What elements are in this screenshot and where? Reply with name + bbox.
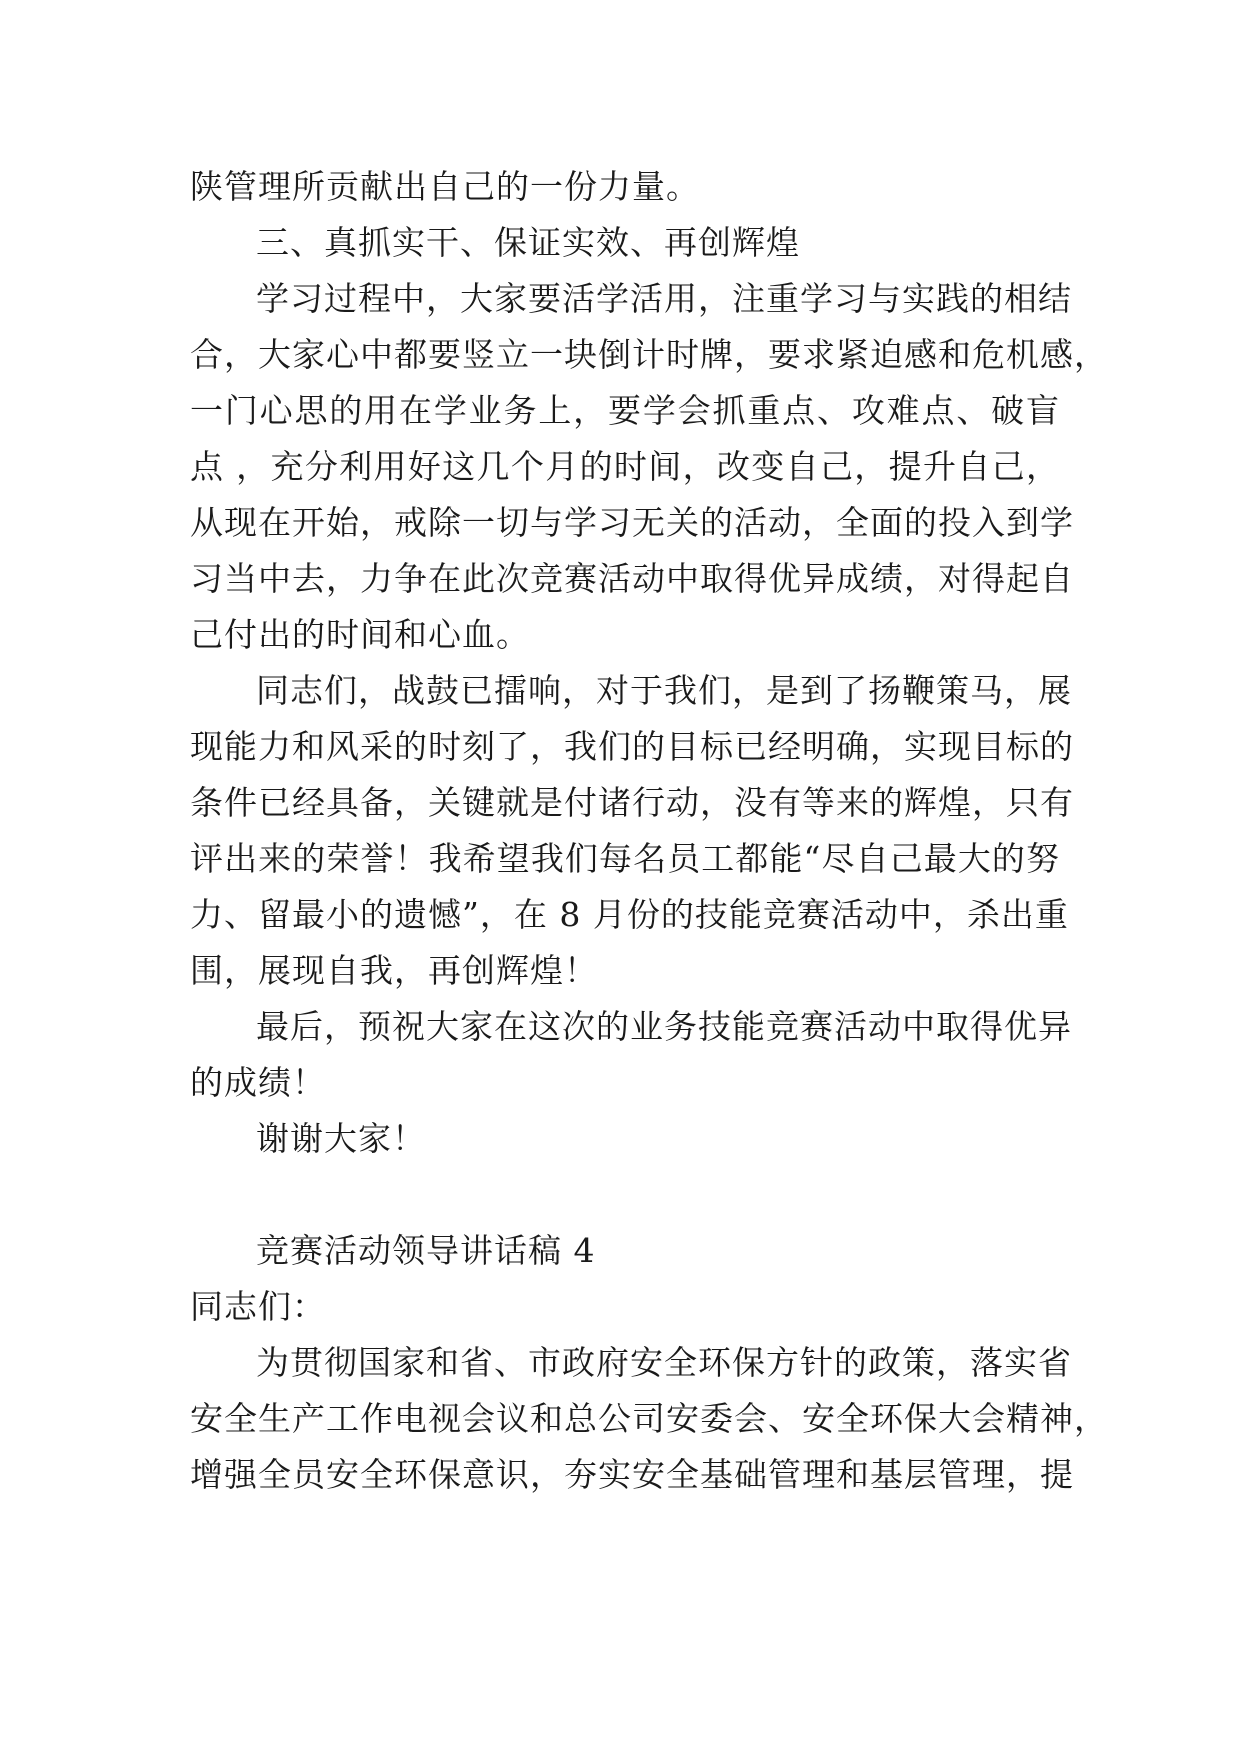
- text-line: 学习过程中，大家要活学活用，注重学习与实践的相结: [256, 279, 1072, 318]
- text-line: 现能力和风采的时刻了，我们的目标已经明确，实现目标的: [190, 727, 1074, 766]
- text-line: 安全生产工作电视会议和总公司安委会、安全环保大会精神，: [190, 1399, 1108, 1438]
- closing-line: 谢谢大家！: [256, 1119, 426, 1158]
- text-line: 条件已经具备，关键就是付诸行动，没有等来的辉煌，只有: [190, 783, 1074, 822]
- text-line: 力、留最小的遗憾”，在 8 月份的技能竞赛活动中，杀出重: [190, 895, 1069, 934]
- text-line: 从现在开始，戒除一切与学习无关的活动，全面的投入到学: [190, 503, 1074, 542]
- text-line: 点 ，充分利用好这几个月的时间，改变自己，提升自己，: [190, 447, 1060, 486]
- text-line: 围，展现自我，再创辉煌！: [190, 951, 598, 990]
- section-heading: 三、真抓实干、保证实效、再创辉煌: [256, 223, 800, 262]
- text-line: 为贯彻国家和省、市政府安全环保方针的政策，落实省: [256, 1343, 1072, 1382]
- text-line: 评出来的荣誉！我希望我们每名员工都能“尽自己最大的努: [190, 839, 1060, 878]
- text-line: 同志们，战鼓已擂响，对于我们，是到了扬鞭策马，展: [256, 671, 1072, 710]
- text-line: 增强全员安全环保意识，夯实安全基础管理和基层管理，提: [190, 1455, 1074, 1494]
- text-line: 的成绩！: [190, 1063, 326, 1102]
- text-line: 合，大家心中都要竖立一块倒计时牌，要求紧迫感和危机感，: [190, 335, 1108, 374]
- document-title: 竞赛活动领导讲话稿 4: [256, 1231, 596, 1270]
- text-line: 最后，预祝大家在这次的业务技能竞赛活动中取得优异: [256, 1007, 1072, 1046]
- text-line: 习当中去，力争在此次竞赛活动中取得优异成绩，对得起自: [190, 559, 1074, 598]
- text-line: 陕管理所贡献出自己的一份力量。: [190, 167, 700, 206]
- text-line: 己付出的时间和心血。: [190, 615, 530, 654]
- salutation: 同志们：: [190, 1287, 326, 1326]
- text-line: 一门心思的用在学业务上，要学会抓重点、攻难点、破盲: [190, 391, 1060, 430]
